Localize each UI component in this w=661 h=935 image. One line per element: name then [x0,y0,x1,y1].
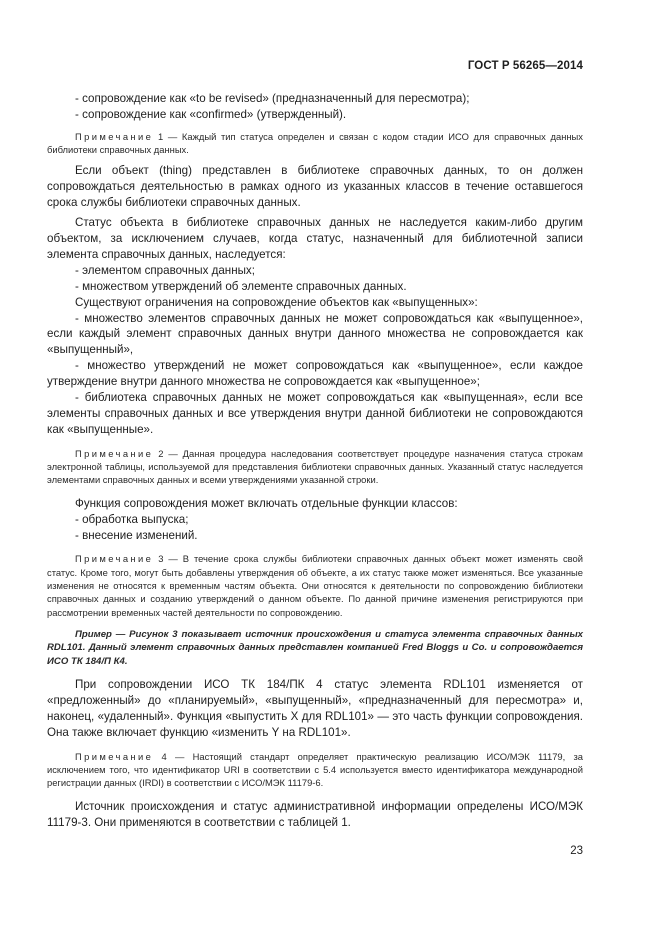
page-content [47,91,583,830]
list-item: - библиотека справочных данных не может сопровождаться как «выпущенная», если все элементы справочных данных и все утверждения внутри данной библиотеки не сопровождаются как «выпущенные». [47,391,583,436]
standard-id-header: ГОСТ Р 56265—2014 [467,60,583,72]
note-text: 1 — Каждый тип статуса определен и связан с кодом стадии ИСО для справочных данных библиотеки справочных данных. [47,130,583,156]
note-label: Примечание [75,447,154,459]
list-item: - обработка выпуска; [75,512,189,526]
list-item: - внесение изменений. [75,528,198,542]
note-4 [47,750,583,790]
example: Пример — Рисунок 3 показывает источник происхождения и статуса элемента справочных данных RDL101. Данный элемент справочных данных представлен компанией Fred Bloggs и Co. и сопровождается ИСО ТК 184/П К4. [47,628,583,667]
paragraph: Источник происхождения и статус административной информации определены ИСО/МЭК 11179-3. Они применяются в соответствии с таблицей 1. [47,799,583,829]
note-label: Примечание [75,553,154,565]
list-item: - множество элементов справочных данных не может сопровождаться как «выпущенное», если каждый элемент справочных данных внутри данного множества не сопровождается как «выпущенный», [47,311,583,357]
list-item: - элементом справочных данных; [75,263,255,277]
note-label: Примечание [75,750,154,762]
list-item: - сопровождение как «confirmed» (утвержденный). [75,107,347,121]
paragraph: Если объект (thing) представлен в библиотеке справочных данных, то он должен сопровождаться деятельностью в рамках одного из указанных классов в течение оставшегося срока службы библиотеки справочных данных. [47,164,583,210]
list-item: - множество утверждений не может сопровождаться как «выпущенное», если каждое утверждение внутри данного множества не сопровождается как «выпущенное»; [47,359,583,389]
note-2 [47,447,583,487]
page-number: 23 [570,845,583,857]
note-text: 3 — В течение срока службы библиотеки справочных данных объект может изменять свой статус. Кроме того, могут быть добавлены утверждения об объекте, а их статус также может изменяться. Все указанные изменения не относятся к временным частям объекта. Они относятся к деятельности по сопровождению библиотеки справочных данных и созданию утверждений о данном объекте. По данной причине изменения регистрируются при рассмотрении временных частей деятельности по сопровождению. [47,553,583,618]
paragraph: Статус объекта в библиотеке справочных данных не наследуется каким-либо другим объектом, за исключением случаев, когда статус, назначенный для библиотечной записи элемента справочных данных, наследуется: [47,216,583,261]
note-label: Примечание [75,130,154,142]
paragraph: Функция сопровождения может включать отдельные функции классов: [75,496,458,510]
note-text: 4 — Настоящий стандарт определяет практическую реализацию ИСО/МЭК 11179, за исключением того, что идентификатор URI в соответствии с 5.4 используется вместо идентификатора международной регистрации данных (IRDI) в соответствии с ИСО/МЭК 11179-6. [47,750,583,789]
list-item: - множеством утверждений об элементе справочных данных. [75,279,407,293]
note-1 [47,130,583,157]
paragraph: При сопровождении ИСО ТК 184/ПК 4 статус элемента RDL101 изменяется от «предложенный» до «планируемый», «выпущенный», «предназначенный для пересмотра» и, наконец, «удаленный». Функция «выпустить X для RDL101» — это часть функции сопровождения. Она также включает функцию «изменить Y на RDL101». [47,678,583,739]
paragraph: Существуют ограничения на сопровождение объектов как «выпущенных»: [75,295,478,309]
note-text: 2 — Данная процедура наследования соответствует процедуре назначения статуса строкам электронной таблицы, используемой для представления библиотеки справочных данных. Указанный статус наследуется элементами справочных данных и всеми утверждениями указанной строки. [47,447,583,486]
note-3 [47,552,583,618]
list-item: - сопровождение как «to be revised» (предназначенный для пересмотра); [75,92,470,105]
